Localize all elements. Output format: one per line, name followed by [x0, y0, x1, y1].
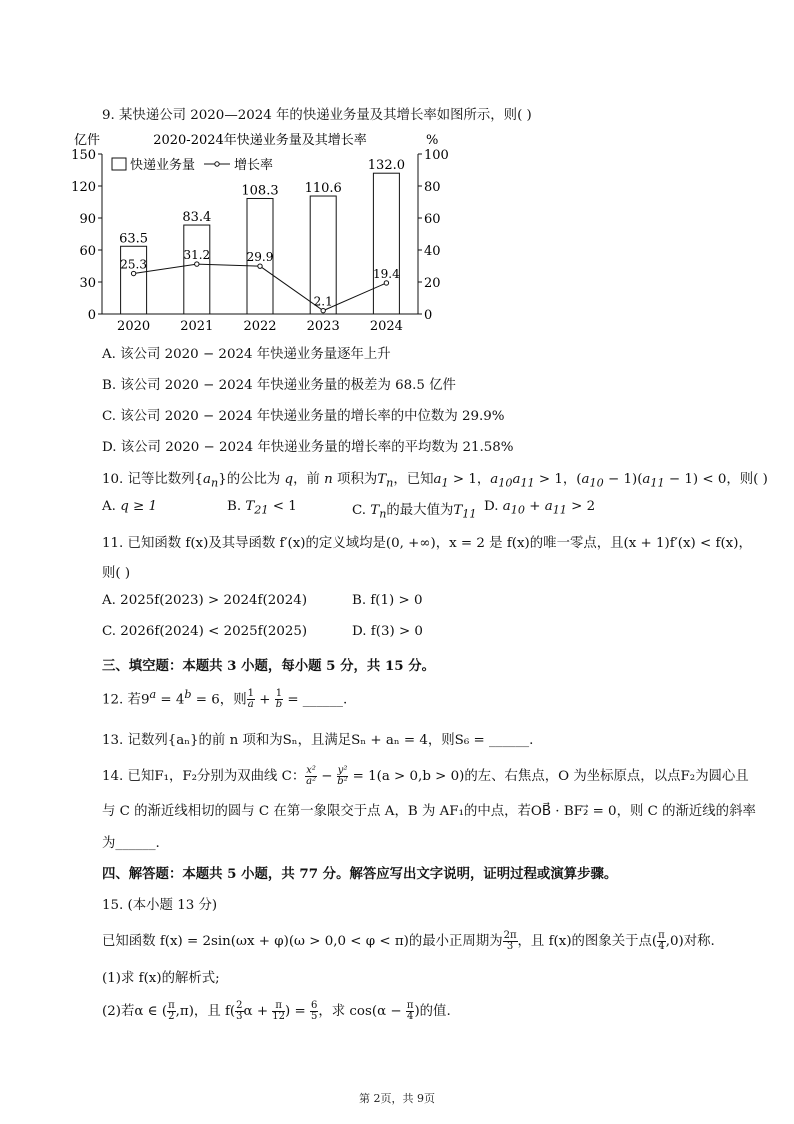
q14-line3: 为______.: [102, 836, 160, 851]
q10-option-a: A. q ≥ 1: [102, 499, 158, 514]
q10-stem: 10. 记等比数列$\{a_n\}$的公比为 q，前 n 项积为$T_n$，已知$a_1 > 1$，$a_{10}a_{11} > 1$，$(a_{10} - 1)(a_{11} - 1) < 0$，则( ): [102, 472, 768, 490]
growth-point: [321, 308, 325, 312]
q11-stem-line2: 则( ): [102, 566, 131, 581]
x-tick-label: 2024: [369, 319, 403, 334]
bar-label: 110.6: [304, 181, 342, 197]
q14-line2: 与 C 的渐近线相切的圆与 C 在第一象限交于点 A，B 为 AF₁的中点，若OB⃗ · BF₂⃗ = 0，则 C 的渐近线的斜率: [102, 804, 756, 819]
q9-stem: 9. 某快递公司 2020—2024 年的快递业务量及其增长率如图所示，则( ): [102, 108, 532, 123]
growth-point: [384, 281, 388, 285]
q11-stem-line1: 11. 已知函数 f(x)及其导函数 f′(x)的定义域均是(0, +∞)，x = 2 是 f(x)的唯一零点，且(x + 1)f′(x) < f(x)，: [102, 536, 752, 551]
q11-option-d: D. f(3) > 0: [352, 624, 423, 639]
growth-point: [131, 271, 135, 275]
x-tick-label: 2021: [180, 319, 214, 334]
right-tick-label: 100: [424, 148, 449, 163]
legend-line-marker: [215, 162, 219, 166]
right-tick-label: 60: [424, 212, 441, 227]
q11-option-b: B. f(1) > 0: [352, 593, 423, 608]
q9-option-b: B. 该公司 2020 − 2024 年快递业务量的极差为 68.5 亿件: [102, 378, 456, 393]
q15-head: 15. (本小题 13 分): [102, 898, 218, 913]
section-4-heading: 四、解答题：本题共 5 小题，共 77 分。解答应写出文字说明，证明过程或演算步骤。: [102, 866, 618, 882]
growth-label: 2.1: [313, 294, 333, 309]
q10-option-c: C. $T_n$的最大值为$T_{11}$: [352, 503, 477, 521]
right-tick-label: 40: [424, 244, 441, 259]
q10-option-b: B. $T_{21} < 1$: [227, 499, 297, 517]
q15-part1: (1)求 f(x)的解析式;: [102, 971, 220, 986]
q15-stem: 已知函数 f(x) = 2sin(ωx + φ)(ω > 0,0 < φ < π)的最小正周期为 $\frac{2\pi}{3}$ ，且 f(x)的图象关于点( $\frac{\pi}{4}$ ,0)对称.: [102, 930, 715, 952]
q11-option-c: C. 2026f(2024) < 2025f(2025): [102, 624, 308, 639]
bar-2024: [373, 173, 399, 314]
bar-label: 132.0: [367, 158, 406, 174]
section-3-heading: 三、填空题：本题共 3 小题，每小题 5 分，共 15 分。: [102, 658, 436, 674]
left-axis-unit: 亿件: [74, 133, 101, 148]
q10-option-d: D. $a_{10} + a_{11} > 2$: [484, 499, 596, 517]
right-tick-label: 0: [424, 308, 433, 323]
bar-label: 83.4: [182, 210, 212, 226]
left-tick-label: 120: [71, 180, 96, 195]
q9-option-a: A. 该公司 2020 − 2024 年快递业务量逐年上升: [102, 347, 391, 362]
legend-line-label: 增长率: [234, 158, 274, 173]
left-tick-label: 0: [87, 308, 96, 323]
q14-line1: 14. 已知F₁，F₂分别为双曲线 C： $\frac{\text{x²}}{\text{a²}}$ − $\frac{\text{y²}}{\text{b²}}$ = 1(a > 0,b > 0)的左、右焦点，O 为坐标原点，以点F₂为圆心且: [102, 765, 749, 787]
left-tick-label: 60: [79, 244, 96, 259]
x-tick-label: 2020: [117, 319, 151, 334]
right-axis-unit: %: [426, 133, 439, 148]
bar-label: 63.5: [119, 231, 149, 247]
growth-point: [195, 262, 199, 266]
x-tick-label: 2022: [243, 319, 277, 334]
bar-2020: [121, 246, 147, 314]
legend-bar-swatch: [112, 158, 126, 170]
legend-bar-label: 快递业务量: [130, 158, 196, 173]
left-tick-label: 150: [71, 148, 96, 163]
growth-label: 31.2: [183, 248, 211, 263]
q9-option-c: C. 该公司 2020 − 2024 年快递业务量的增长率的中位数为 29.9%: [102, 409, 505, 424]
growth-point: [258, 264, 262, 268]
q11-option-a: A. 2025f(2023) > 2024f(2024): [102, 593, 308, 608]
bar-2021: [184, 225, 210, 314]
q9-option-d: D. 该公司 2020 − 2024 年快递业务量的增长率的平均数为 21.58%: [102, 440, 514, 455]
bar-label: 108.3: [241, 183, 279, 199]
left-tick-label: 30: [79, 276, 96, 291]
chart-title: 2020-2024年快递业务量及其增长率: [153, 133, 367, 148]
chart-svg: [71, 128, 460, 338]
q15-part2: (2)若α ∈ ( $\frac{\pi}{2}$ ,π)，且 f( $\frac{2}{3}$ α + $\frac{\pi}{12}$ ) = $\frac{6}{5}$ ，求 cos(α − $\frac{\pi}{4}$ )的值.: [102, 1000, 451, 1022]
express-chart: [71, 128, 460, 338]
growth-label: 19.4: [373, 266, 400, 281]
page-footer: 第 2页，共 9页: [359, 1092, 435, 1105]
q13-stem: 13. 记数列{aₙ}的前 n 项和为Sₙ，且满足Sₙ + aₙ = 4，则S₆ = ______.: [102, 733, 534, 748]
x-tick-label: 2023: [306, 319, 340, 334]
left-tick-label: 90: [79, 212, 96, 227]
right-tick-label: 20: [424, 276, 441, 291]
growth-label: 25.3: [120, 257, 147, 272]
right-tick-label: 80: [424, 180, 441, 195]
q12-stem: 12. 若$9^a = 4^b = 6$，则 $\frac{1}{a}$ + $\frac{1}{b}$ = ______.: [102, 688, 348, 711]
growth-label: 29.9: [246, 250, 274, 265]
